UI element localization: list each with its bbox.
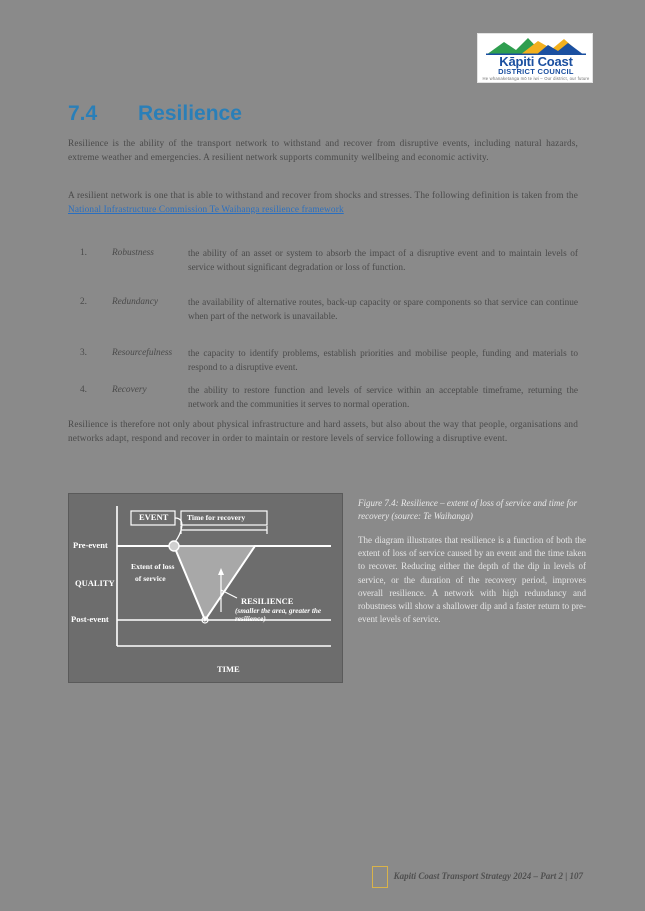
figure-label-time-axis: TIME [217, 664, 240, 674]
logo-subtitle: DISTRICT COUNCIL [498, 67, 574, 76]
figure-label-extent-of-loss: Extent of loss [131, 562, 175, 571]
figure-label-quality-axis: QUALITY [75, 578, 115, 588]
definition-paragraph [68, 190, 578, 217]
list-item-term: Redundancy [112, 297, 158, 307]
list-item-number: 2. [80, 297, 87, 307]
section-number: 7.4 [68, 102, 98, 125]
figure-label-pre-event: Pre-event [73, 540, 108, 550]
framework-link[interactable]: National Infrastructure Commission Te Waihanga resilience framework [68, 204, 344, 215]
figure-label-time-for-recovery: Time for recovery [187, 513, 246, 522]
list-item-text: the ability of an asset or system to absorb the impact of a disruptive event and to maintain levels of service without significant degradation or loss of function. [188, 249, 578, 273]
figure-label-of-service: of service [135, 574, 166, 583]
figure-label-post-event: Post-event [71, 614, 109, 624]
list-item-number: 1. [80, 248, 87, 258]
figure-caption-body: The diagram illustrates that resilience is a function of both the extent of loss of service caused by an event and the time taken to recover. Reducing either the depth of the dip in levels of service, or the duration of the recovery period, improves overall resilience. A network with high redundancy and robustness will show a shallower dip and a faster return to pre-event levels of service. [358, 535, 586, 625]
logo-tagline: He whanaketanga mō te iwi – Our district, our future [482, 76, 590, 81]
footer-page-icon [372, 866, 388, 888]
intro-paragraph: Resilience is the ability of the transport network to withstand and recover from disruptive events, including natural hazards, extreme weather and emergencies. A resilient network supports community wellbeing and economic activity. [68, 139, 578, 163]
list-item-number: 4. [80, 385, 87, 395]
list-item-number: 3. [80, 348, 87, 358]
summary-paragraph: Resilience is therefore not only about physical infrastructure and hard assets, but also about the way that people, organisations and networks adapt, respond and recover in order to maintain or restore levels of service following a disruptive event. [68, 420, 578, 444]
list-item-text: the ability to restore function and levels of service within an acceptable timeframe, returning the network and the communities it serves to normal operation. [188, 386, 578, 410]
list-item-term: Recovery [112, 385, 147, 395]
list-item-text: the availability of alternative routes, back-up capacity or spare components so that service can continue when part of the network is unavailable. [188, 298, 578, 322]
council-logo [477, 33, 593, 83]
list-item-term: Resourcefulness [112, 348, 173, 358]
resilience-chart-svg [69, 494, 344, 684]
list-item-term: Robustness [112, 248, 154, 258]
logo-title: Kāpiti Coast [499, 54, 573, 69]
figure-label-event: EVENT [139, 512, 169, 522]
definition-lead: A resilient network is one that is able to withstand and recover from shocks and stresses. The following definition is taken from the [68, 191, 578, 201]
footer-text: Kapiti Coast Transport Strategy 2024 – Part 2 | 107 [393, 871, 583, 881]
list-item-text: the capacity to identify problems, establish priorities and mobilise people, funding and materials to respond to a disruptive event. [188, 349, 578, 373]
page-title: Resilience [138, 102, 242, 125]
figure-caption-heading: Figure 7.4: Resilience – extent of loss of service and time for recovery (source: Te Waihanga) [358, 498, 578, 521]
mountains-icon [486, 38, 586, 55]
resilience-diagram [68, 493, 343, 683]
figure-label-resilience: RESILIENCE [241, 596, 294, 606]
figure-label-resilience-note: (smaller the area, greater the resilience) [235, 607, 322, 623]
